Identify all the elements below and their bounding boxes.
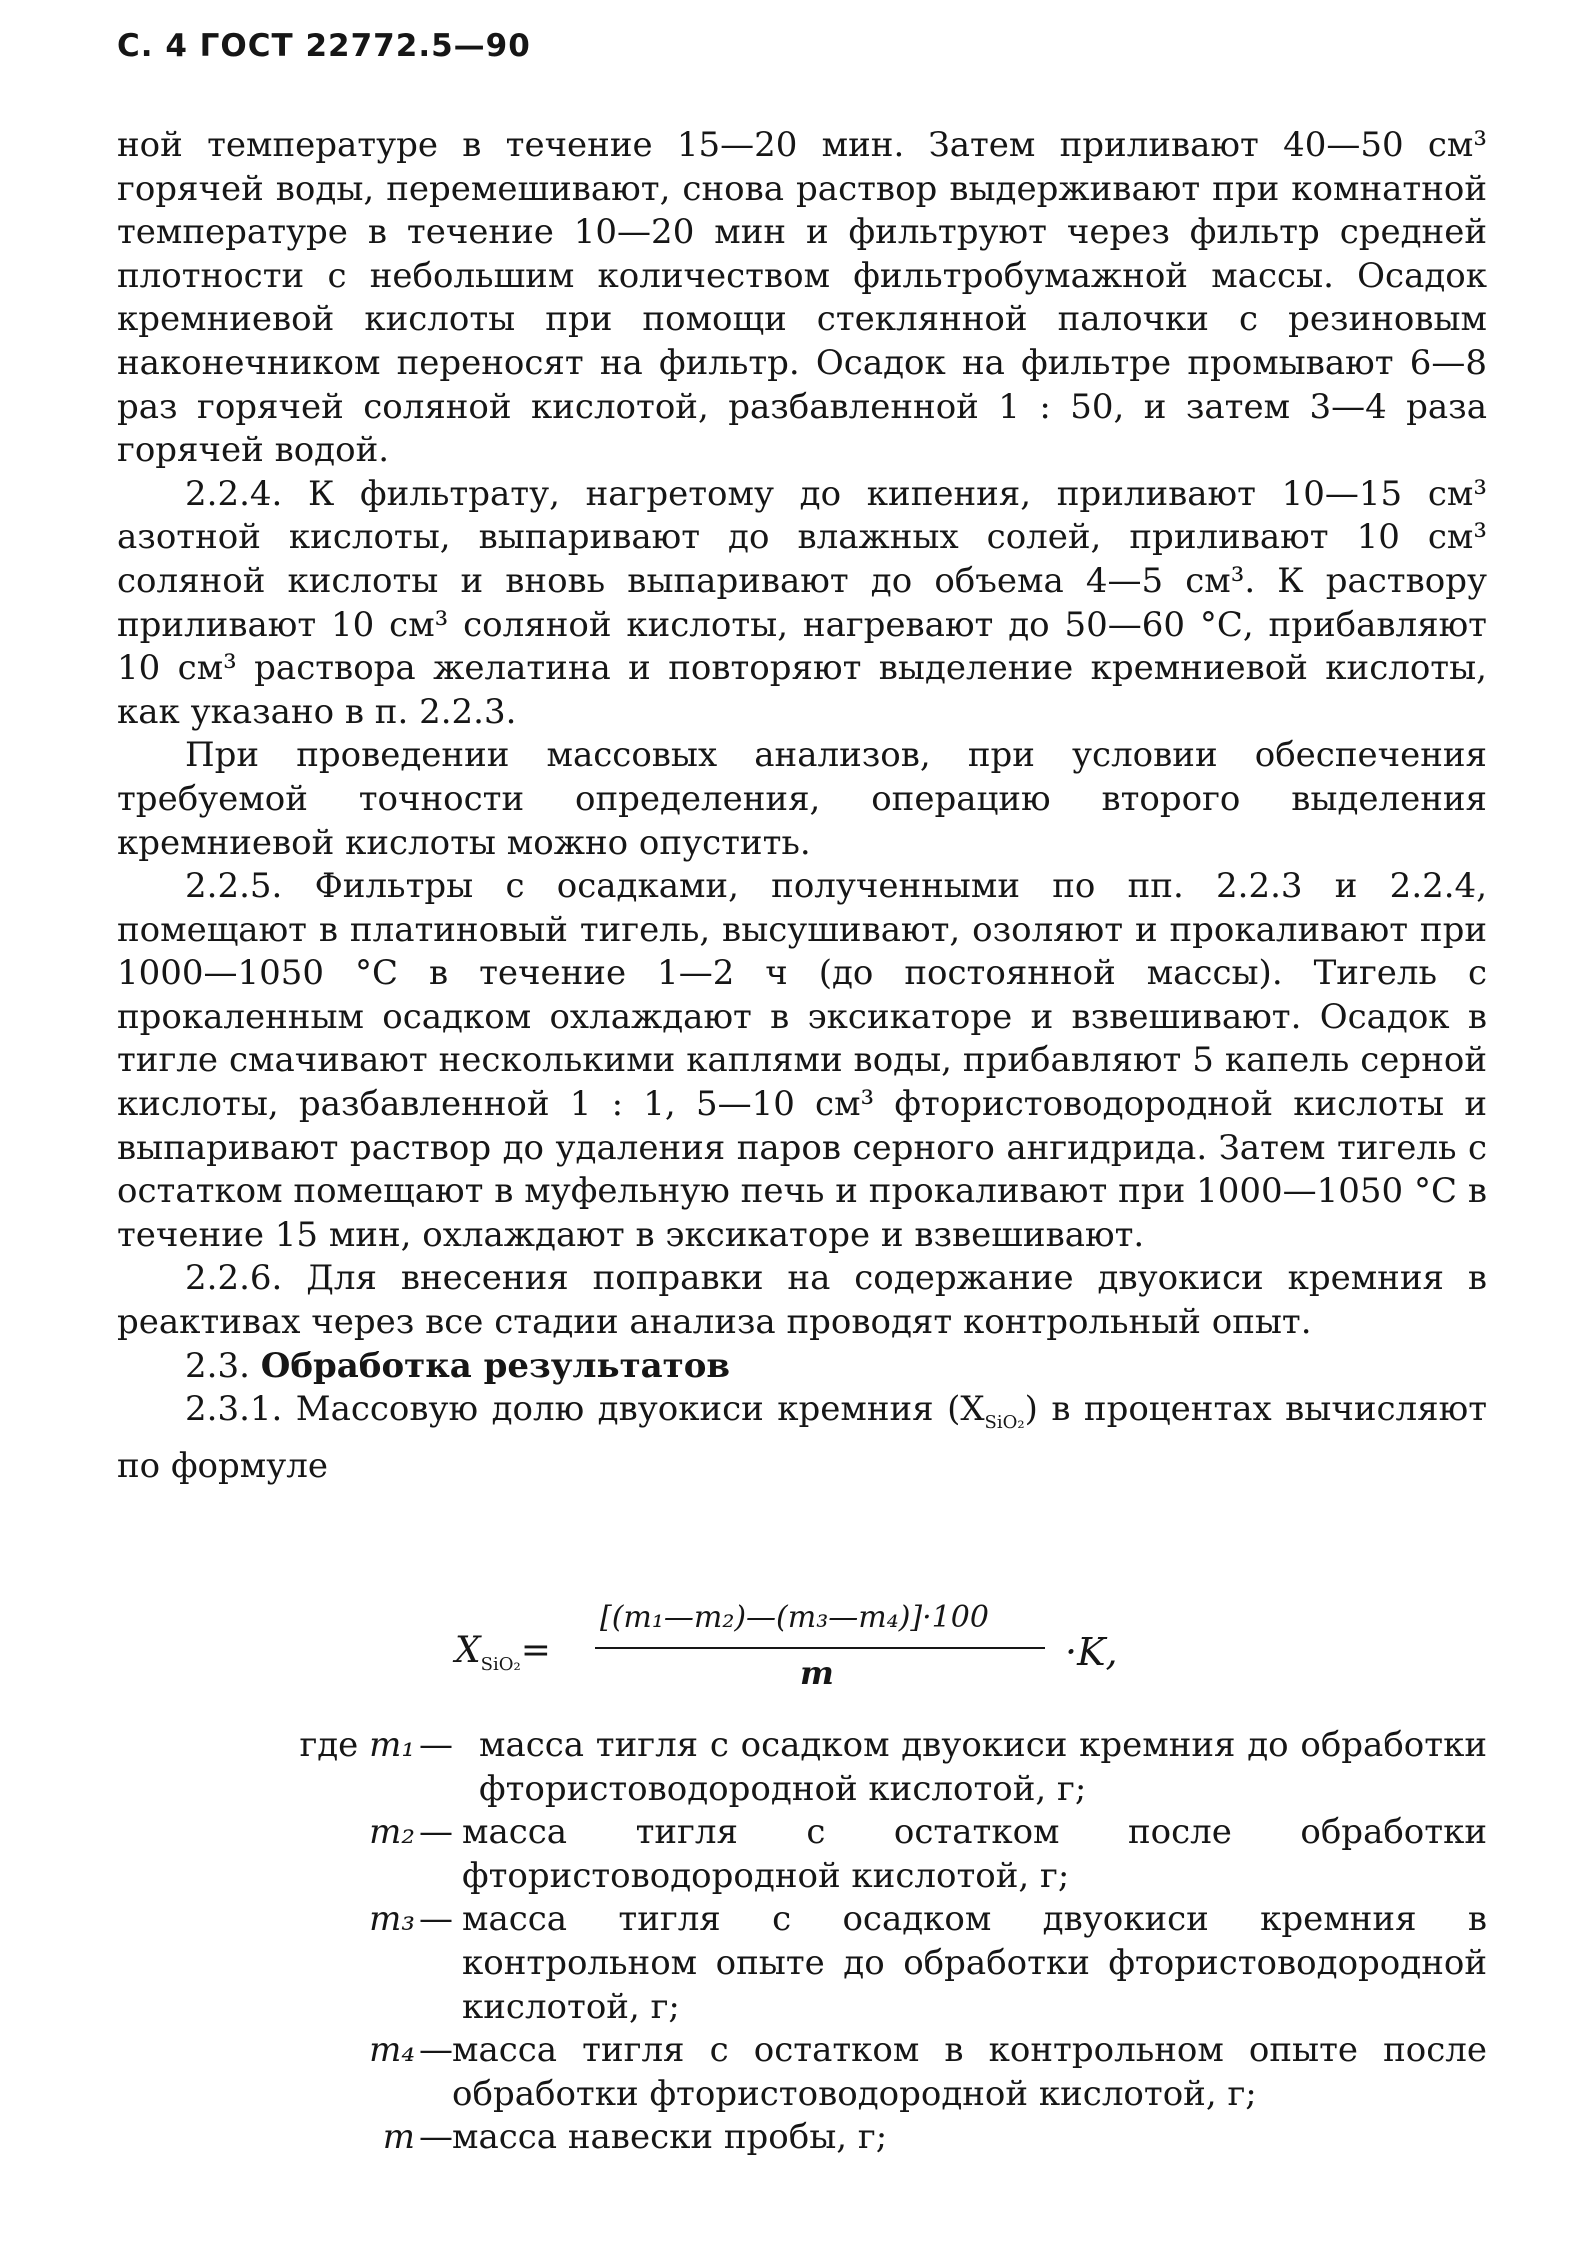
definition-description: масса тигля с осадком двуокиси кремния до обработки фтористоводородной кислотой, г; <box>479 1725 1487 1809</box>
definition-description: масса тигля с остатком после обработки фтористоводородной кислотой, г; <box>462 1812 1487 1896</box>
variable-definitions <box>117 1724 1487 2160</box>
fraction-bar <box>595 1647 1045 1649</box>
symbol-m: m <box>382 2117 415 2158</box>
formula-lhs-variable: X <box>455 1630 481 1671</box>
formula <box>455 1600 1255 1704</box>
definition-description: масса навески пробы, г; <box>452 2117 888 2158</box>
paragraph-2-3-1-lead: 2.3.1. Массовую долю двуокиси кремния (X <box>185 1389 985 1430</box>
symbol-m4: m₄ <box>369 2030 415 2071</box>
paragraph-mass-analysis-note: При проведении массовых анализов, при условии обеспечения требуемой точности определения, операцию второго выделения кремниевой кислоты можно опустить. <box>117 735 1487 863</box>
definition-dash: — <box>419 1812 453 1853</box>
paragraph-continuation: ной температуре в течение 15—20 мин. Затем приливают 40—50 см³ горячей воды, перемешивают, снова раствор выдерживают при комнатной температуре в течение 10—20 мин и фильтруют через фильтр средней плотности с небольшим количеством фильтробумажной массы. Осадок кремниевой кислоты при помощи стеклянной палочки с резиновым наконечником переносят на фильтр. Осадок на фильтре промывают 6—8 раз горячей соляной кислотой, разбавленной 1 : 50, и затем 3—4 раза горячей водой. <box>117 125 1487 471</box>
body-text <box>117 124 1487 1488</box>
definition-symbol <box>299 1724 415 1768</box>
definition-m3 <box>117 1898 1487 2029</box>
paragraph-2-3-1-tail: ) в процентах вычисляют по формуле <box>117 1389 1487 1486</box>
formula-equals: = <box>520 1630 551 1671</box>
paragraph-2-2-6: 2.2.6. Для внесения поправки на содержание двуокиси кремния в реактивах через все стадии анализа проводят контрольный опыт. <box>117 1258 1487 1343</box>
symbol-m1: m₁ <box>369 1725 415 1765</box>
symbol-m3: m₃ <box>369 1899 415 1940</box>
paragraph-2-3-1 <box>117 1388 1487 1488</box>
formula-coefficient: ·K, <box>1065 1630 1118 1674</box>
definition-m <box>117 2116 1487 2160</box>
paragraph-2-2-4: 2.2.4. К фильтрату, нагретому до кипения, приливают 10—15 см³ азотной кислоты, выпаривают до влажных солей, приливают 10 см³ соляной кислоты и вновь выпаривают до объема 4—5 см³. К раствору приливают 10 см³ соляной кислоты, нагревают до 50—60 °С, прибавляют 10 см³ раствора желатина и повторяют выделение кремниевой кислоты, как указано в п. 2.2.3. <box>117 473 1487 732</box>
definition-m2 <box>117 1811 1487 1898</box>
definition-dash: — <box>419 1725 453 1765</box>
definition-dash: — <box>419 2117 453 2158</box>
formula-lhs <box>455 1630 551 1675</box>
definition-description: масса тигля с осадком двуокиси кремния в контрольном опыте до обработки фтористоводородной кислотой, г; <box>462 1899 1487 2027</box>
section-title: Обработка результатов <box>260 1345 731 1386</box>
formula-denominator: m <box>800 1654 834 1692</box>
section-number: 2.3. <box>185 1345 250 1386</box>
formula-numerator: [(m₁—m₂)—(m₃—m₄)]·100 <box>600 1600 989 1635</box>
paragraph-2-2-5: 2.2.5. Фильтры с осадками, полученными по пп. 2.2.3 и 2.2.4, помещают в платиновый тигель, высушивают, озоляют и прокаливают при 1000—1050 °С в течение 1—2 ч (до постоянной массы). Тигель с прокаленным осадком охлаждают в эксикаторе и взвешивают. Осадок в тигле смачивают несколькими каплями воды, прибавляют 5 капель серной кислоты, разбавленной 1 : 1, 5—10 см³ фтористоводородной кислоты и выпаривают раствор до удаления паров серного ангидрида. Затем тигель с остатком помещают в муфельную печь и прокаливают при 1000—1050 °С в течение 15 мин, охлаждают в эксикаторе и взвешивают. <box>117 866 1487 1255</box>
where-word: где <box>299 1725 359 1765</box>
definition-dash: — <box>419 2030 453 2071</box>
definition-m4 <box>117 2029 1487 2116</box>
symbol-m2: m₂ <box>369 1812 415 1853</box>
formula-lhs-subscript: SiO₂ <box>480 1654 521 1676</box>
section-heading-2-3 <box>117 1345 1487 1389</box>
definition-dash: — <box>419 1899 453 1940</box>
definition-description: масса тигля с остатком в контрольном опыте после обработки фтористоводородной кислотой, г; <box>452 2030 1487 2114</box>
definition-m1 <box>117 1724 1487 1811</box>
page-header: С. 4 ГОСТ 22772.5—90 <box>117 28 531 64</box>
paragraph-2-3-1-subscript: SiO₂ <box>984 1412 1025 1434</box>
